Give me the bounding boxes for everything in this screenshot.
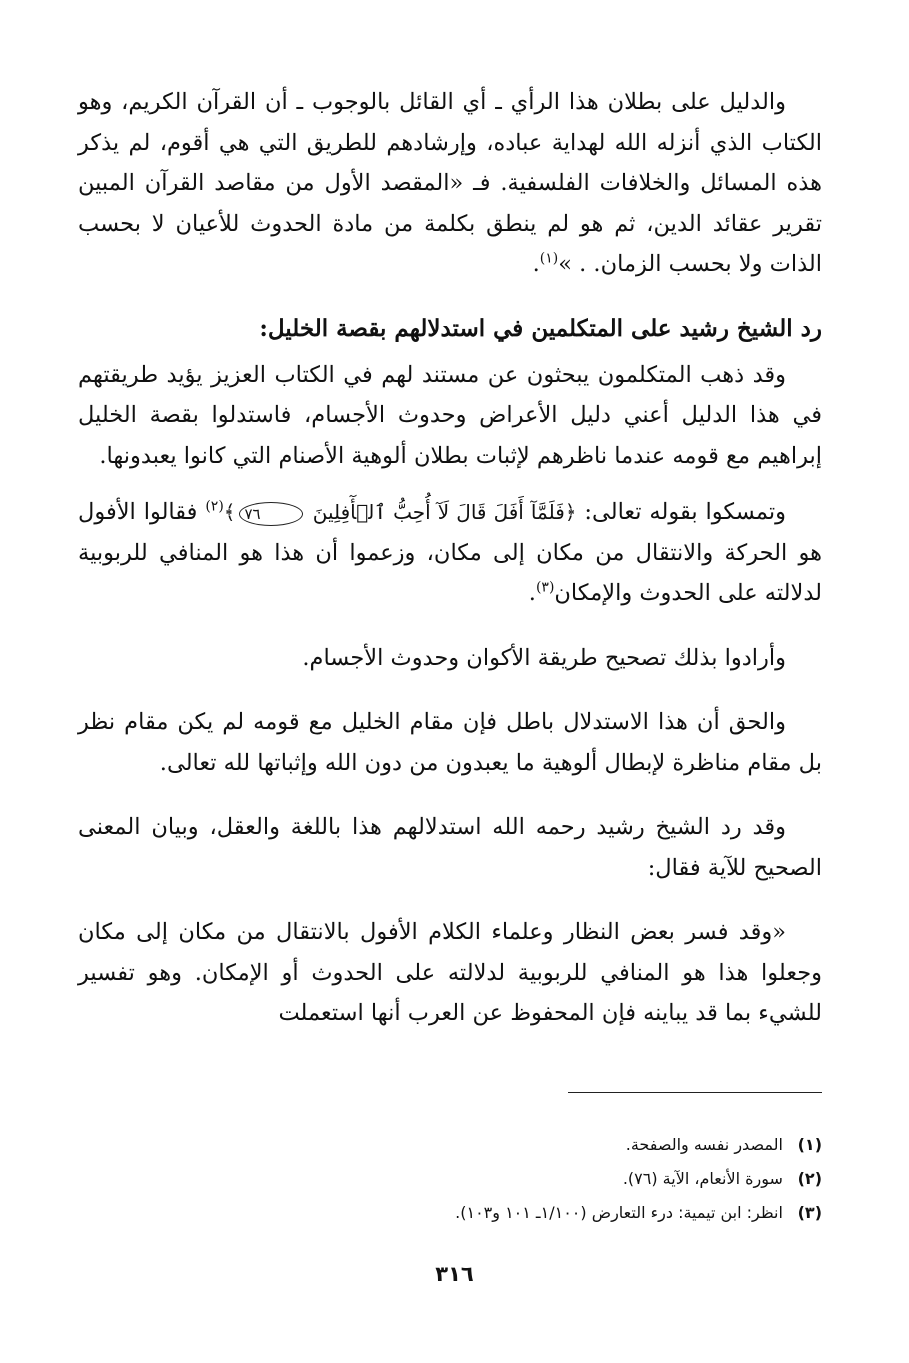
footnote-divider: [568, 1092, 822, 1093]
quran-verse-text: ﴿فَلَمَّآ أَفَلَ قَالَ لَآ أُحِبُّ ٱلۡأٓفِلِينَ: [312, 500, 577, 524]
paragraph-intent: وأرادوا بذلك تصحيح طريقة الأكوان وحدوث الأجسام.: [302, 644, 786, 671]
paragraph-evidence: [78, 82, 822, 285]
quran-verse: [224, 500, 577, 524]
paragraph-rebuttal: وقد رد الشيخ رشيد رحمه الله استدلالهم هذا باللغة والعقل، وبيان المعنى الصحيح للآية فقال:: [78, 814, 822, 881]
footnote-ref-3: (٣): [535, 579, 555, 596]
paragraph-end-mark: .: [528, 580, 536, 606]
footnote-number: (٢): [797, 1169, 822, 1188]
verse-lead-text: وتمسكوا بقوله تعالى:: [576, 499, 787, 525]
footnote-number: (١): [797, 1135, 822, 1154]
footnote-2: [78, 1162, 822, 1196]
paragraph-quote: «وقد فسر بعض النظار وعلماء الكلام الأفول بالانتقال من مكان إلى مكان وجعلوا هذا هو المنافي للربوبية لدلالته على الحدوث أو الإمكان. وهو تفسير للشيء بما قد يباينه فإن المحفوظ عن العرب أنها استعملت: [78, 919, 822, 1026]
quran-verse-close: ﴾: [223, 500, 236, 524]
page-number: ٣١٦: [435, 1262, 474, 1286]
paragraph-truth: والحق أن هذا الاستدلال باطل فإن مقام الخليل مع قومه لم يكن مقام نظر بل مقام مناظرة لإبطال ألوهية ما يعبدون من دون الله وإثباتها لله تعالى.: [78, 709, 822, 776]
paragraph-evidence-text: والدليل على بطلان هذا الرأي ـ أي القائل بالوجوب ـ أن القرآن الكريم، وهو الكتاب الذي أنزله الله لهداية عباده، وإرشادهم للطريق التي هي أقوم، لم يذكر هذه المسائل والخلافات الفلسفية. فـ «المقصد الأول من مقاصد القرآن المبين تقرير عقائد الدين، ثم هو لم ينطق بكلمة من مادة الحدوث للأعيان لا بحسب الذات ولا بحسب الزمان. . »: [78, 89, 822, 277]
verse-number-medallion: ٧٦: [239, 502, 303, 526]
paragraph-theologians: وقد ذهب المتكلمون يبحثون عن مستند لهم في الكتاب العزيز يؤيد طريقتهم في هذا الدليل أعني دليل الأعراض وحدوث الأجسام، فاستدلوا بقصة الخليل إبراهيم مع قومه عندما ناظرهم لإثبات بطلان ألوهية الأصنام التي كانوا يعبدونها.: [78, 361, 822, 469]
verse-paragraph-text: فقالوا الأفول هو الحركة والانتقال من مكان إلى مكان، وزعموا أن هذا هو المنافي للربوبية لدلالته على الحدوث والإمكان: [78, 499, 822, 606]
section-heading: رد الشيخ رشيد على المتكلمين في استدلالهم بقصة الخليل:: [259, 314, 822, 342]
footnote-number: (٣): [797, 1203, 822, 1222]
footnote-text: انظر: ابن تيمية: درء التعارض (١/١٠٠ـ ١٠١ و١٠٣).: [455, 1203, 783, 1222]
footnote-3: [78, 1196, 822, 1230]
paragraph-end-mark: .: [532, 251, 540, 277]
paragraph-verse: [78, 492, 822, 614]
footnotes: [78, 1128, 822, 1230]
footnote-ref-1: (١): [539, 250, 559, 267]
footnote-ref-2: (٢): [205, 498, 224, 515]
footnote-text: سورة الأنعام، الآية (٧٦).: [622, 1169, 783, 1188]
footnote-text: المصدر نفسه والصفحة.: [625, 1135, 783, 1154]
page-body: [78, 82, 822, 1034]
footnote-1: [78, 1128, 822, 1162]
